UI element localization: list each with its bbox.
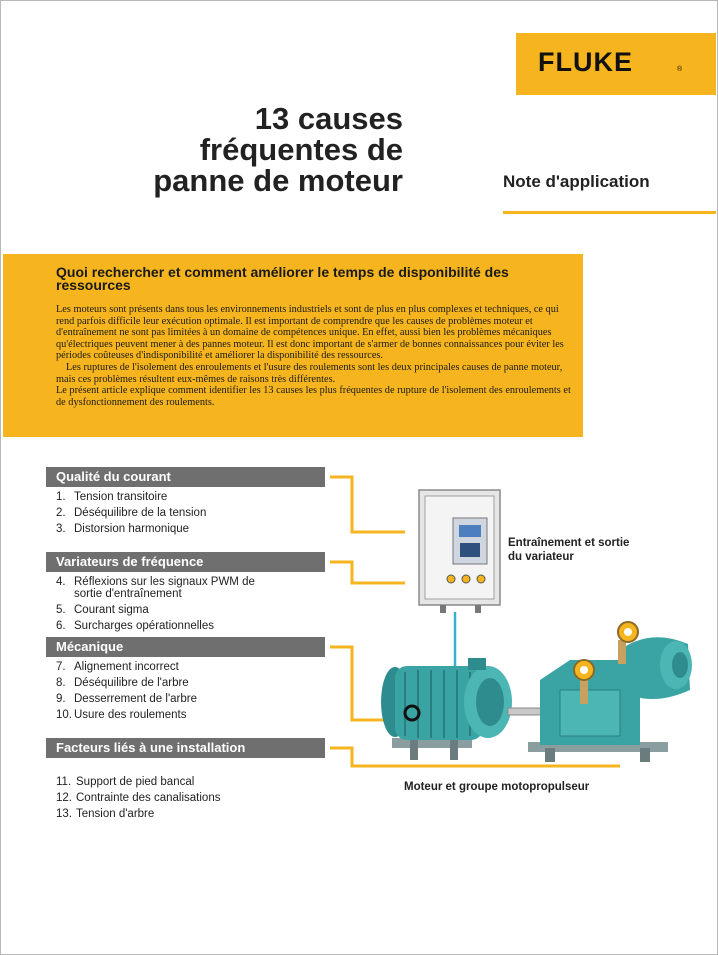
- section-header-vfd: Variateurs de fréquence: [46, 552, 325, 572]
- vfd-cabinet: [419, 490, 500, 613]
- item-number: 7.: [56, 661, 66, 673]
- item-number: 11.: [56, 776, 72, 788]
- item-text: Contrainte des canalisations: [76, 792, 221, 804]
- item-number: 3.: [56, 523, 66, 535]
- intro-paragraph-1: Les moteurs sont présents dans tous les environnements industriels et sont de plus en plus complexes et techniques, ce qui rend parfois difficile leur exécution optimale. Il est important de comprendre que les causes de problèmes moteur et d'entraînement ne sont pas limitées à un domaine de compétences unique. En effet, aussi bien les problèmes mécaniques qu'électriques peuvent mener à des pannes moteur. Il est donc important de s'armer de bonnes connaissances pour éviter les périodes coûteuses d'indisponibilité et améliorer la disponibilité des ressources.: [56, 304, 564, 362]
- section-header-mechanical: Mécanique: [46, 637, 325, 657]
- item-text: Courant sigma: [74, 604, 149, 616]
- connector-power-quality: [330, 477, 405, 532]
- item-text: Déséquilibre de l'arbre: [74, 677, 189, 689]
- caption-drive: [508, 536, 638, 564]
- intro-heading: Quoi rechercher et comment améliorer le temps de disponibilité des ressources: [56, 264, 509, 293]
- item-text: Support de pied bancal: [76, 776, 195, 788]
- item-number: 12.: [56, 792, 72, 804]
- item-number: 5.: [56, 604, 66, 616]
- item-number: 4.: [56, 576, 66, 588]
- item-text: Déséquilibre de la tension: [74, 507, 207, 519]
- item-text: Alignement incorrect: [74, 661, 179, 673]
- item-text: Usure des roulements: [74, 709, 187, 721]
- item-number: 13.: [56, 808, 72, 820]
- document-type: Note d'application: [503, 172, 650, 191]
- item-number: 1.: [56, 491, 66, 503]
- item-text: Surcharges opérationnelles: [74, 620, 215, 632]
- section-header-installation: Facteurs liés à une installation: [46, 738, 325, 758]
- item-text: Réflexions sur les signaux PWM de sortie d'entraînement: [74, 576, 255, 600]
- intro-paragraph-2: Les ruptures de l'isolement des enroulements et l'usure des roulements sont les deux principales causes de panne moteur, mais ces problèmes résultent eux-mêmes de raisons très différentes.: [56, 361, 563, 385]
- item-number: 9.: [56, 693, 66, 705]
- item-text: Desserrement de l'arbre: [74, 693, 197, 705]
- brand-logo: FLUKE: [538, 47, 633, 77]
- item-number: 8.: [56, 677, 66, 689]
- title-line-3: panne de moteur: [153, 163, 403, 198]
- caption-motor: Moteur et groupe motopropulseur: [404, 781, 590, 793]
- title-line-2: fréquentes de: [199, 132, 403, 167]
- item-text: Distorsion harmonique: [74, 523, 190, 535]
- registered-mark: ®: [677, 66, 683, 73]
- item-number: 6.: [56, 620, 66, 632]
- title-line-1: 13 causes: [254, 101, 403, 136]
- item-text: Tension d'arbre: [76, 808, 155, 820]
- electric-motor: [381, 658, 512, 760]
- item-number: 10.: [56, 709, 72, 721]
- item-text: Tension transitoire: [74, 491, 168, 503]
- gearbox: [528, 622, 692, 762]
- section-header-power-quality: Qualité du courant: [46, 467, 325, 487]
- item-number: 2.: [56, 507, 66, 519]
- intro-paragraph-3: Le présent article explique comment identifier les 13 causes les plus fréquentes de rupture de l'isolement des enroulements et de dysfonctionnement des roulements.: [56, 385, 571, 408]
- connector-vfd: [330, 562, 405, 583]
- motor-shaft: [508, 708, 542, 715]
- caption-drive-text: Entraînement et sortie du variateur: [508, 537, 630, 563]
